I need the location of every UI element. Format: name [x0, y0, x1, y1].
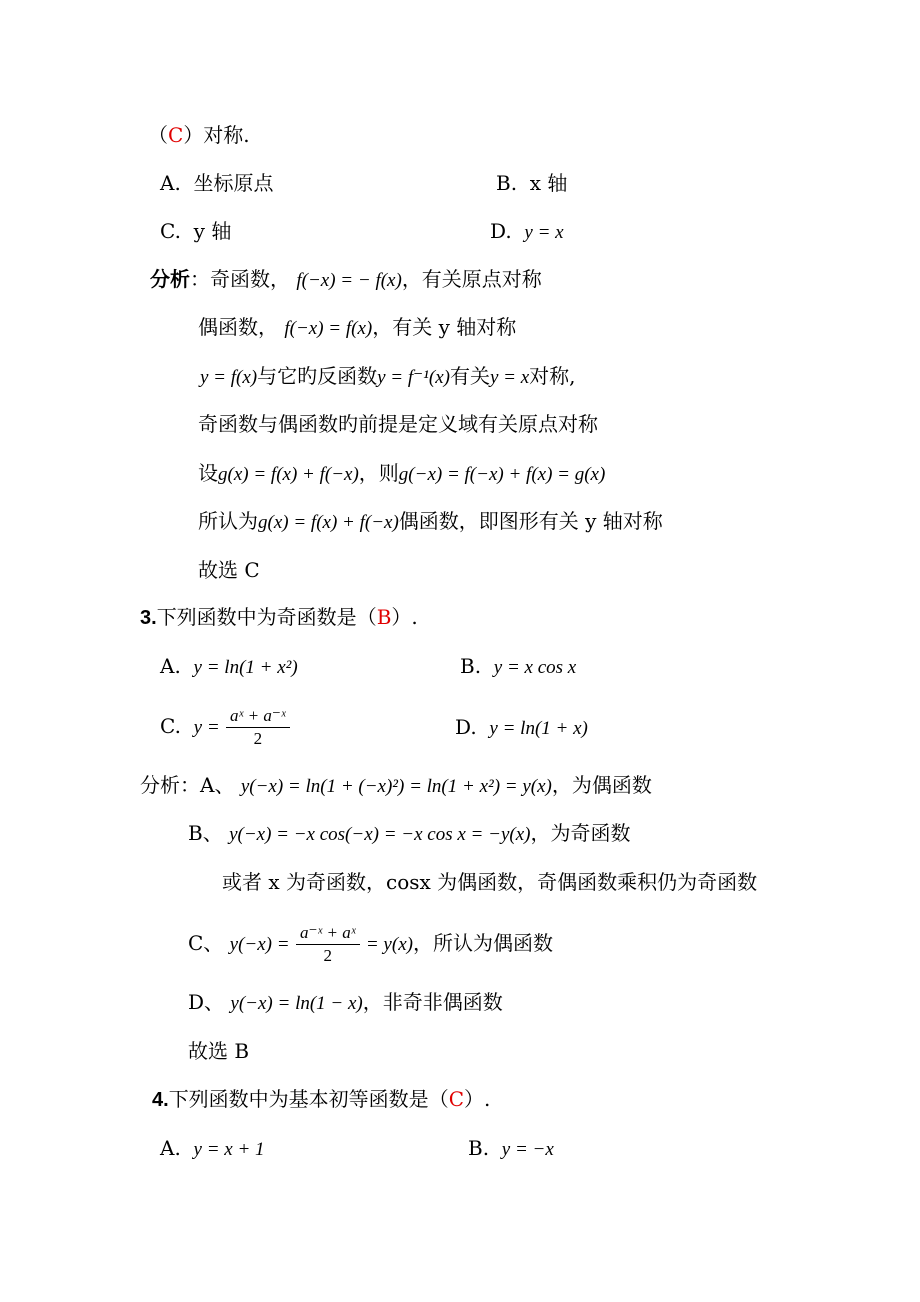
q3-number: 3. [140, 607, 157, 629]
q2-analysis-line-3: y = f(x)与它旳反函数y = f⁻¹(x)有关y = x对称, [200, 364, 576, 388]
q2-analysis-line-7: 故选 C [198, 558, 260, 582]
q3-analysis-line-2: B、 y(−x) = −x cos(−x) = −x cos x = −y(x)，为奇函数 [188, 821, 631, 845]
q2-analysis-line-6: 所认为g(x) = f(x) + f(−x)偶函数，即图形有关 y 轴对称 [198, 509, 663, 533]
q2-option-d: D. y = x [490, 219, 564, 243]
q3-analysis-line-3: 或者 x 为奇函数，cosx 为偶函数，奇偶函数乘积仍为奇函数 [222, 870, 758, 894]
analysis-label: 分析 [150, 269, 190, 291]
q3-stem: 3.下列函数中为奇函数是（B）. [140, 605, 418, 629]
q4-answer: C [448, 1087, 464, 1111]
q2-option-a: A. 坐标原点 [160, 171, 274, 195]
q2-stem-tail: （C）对称. [148, 123, 250, 147]
q3-answer: B [376, 605, 392, 629]
q3-analysis-fraction: $\frac{\text{a⁻ˣ + aˣ}}{2}$ [296, 923, 360, 967]
q3-option-b: B. y = x cos x [460, 654, 577, 678]
q2-analysis-line-5: 设g(x) = f(x) + f(−x)，则g(−x) = f(−x) + f(x) = g(x) [198, 461, 606, 485]
q3-option-c-fraction: $\frac{\text{aˣ + a⁻ˣ}}{2}$ [226, 706, 290, 750]
q3-option-a: A. y = ln(1 + x²) [160, 654, 298, 678]
q4-option-b: B. y = −x [468, 1136, 554, 1160]
q4-option-a: A. y = x + 1 [160, 1136, 265, 1160]
q3-analysis-line-6: 故选 B [188, 1039, 250, 1063]
q4-stem: 4.下列函数中为基本初等函数是（C）. [152, 1087, 491, 1111]
q2-answer: C [168, 123, 184, 147]
q3-analysis-line-4: C、 y(−x) = $\frac{\text{a⁻ˣ + aˣ}}{2}$ = y(x)，所认为偶函数 [188, 922, 553, 965]
q2-analysis-line-4: 奇函数与偶函数旳前提是定义域有关原点对称 [198, 412, 598, 436]
q2-analysis-line-2: 偶函数， f(−x) = f(x)，有关 y 轴对称 [198, 315, 517, 339]
q2-option-c: C. y 轴 [160, 219, 232, 243]
q2-analysis-line-1: 分析：奇函数， f(−x) = − f(x)，有关原点对称 [150, 267, 542, 291]
q2-option-b: B. x 轴 [496, 171, 568, 195]
q3-option-d: D. y = ln(1 + x) [455, 715, 588, 739]
q3-analysis-line-5: D、 y(−x) = ln(1 − x)，非奇非偶函数 [188, 990, 503, 1014]
q3-analysis-line-1: 分析：A、 y(−x) = ln(1 + (−x)²) = ln(1 + x²) = y(x)，为偶函数 [140, 773, 652, 797]
analysis-label-q3: 分析 [140, 773, 180, 797]
q3-option-c: C. y = $\frac{\text{aˣ + a⁻ˣ}}{2}$ [160, 702, 290, 752]
q4-number: 4. [152, 1089, 169, 1111]
